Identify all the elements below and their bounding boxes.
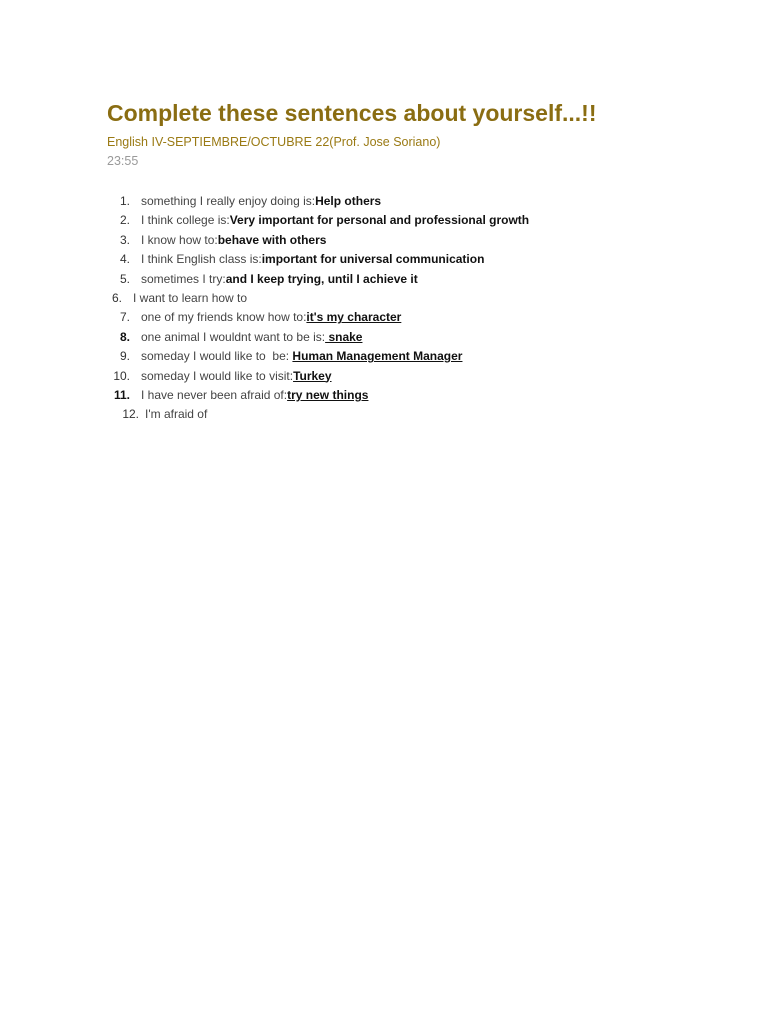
item-number: 12. — [122, 407, 139, 422]
timestamp: 23:55 — [107, 154, 139, 168]
item-number: 9. — [119, 349, 130, 364]
item-answer: Help others — [315, 194, 382, 208]
list-item — [107, 347, 727, 366]
item-answer: try new things — [287, 387, 369, 402]
item-prompt: I want to learn how to — [133, 290, 248, 305]
sentence-list — [107, 192, 727, 425]
item-prompt: something I really enjoy doing is: — [141, 194, 316, 208]
list-item — [107, 250, 727, 269]
page-title: Complete these sentences about yourself...!! — [107, 100, 597, 126]
item-prompt: someday I would like to be: — [141, 349, 293, 364]
document — [107, 98, 727, 441]
item-number: 11. — [113, 387, 130, 402]
item-prompt: I'm afraid of — [145, 407, 208, 422]
list-item — [107, 211, 727, 230]
item-answer: Very important for personal and professional growth — [229, 213, 530, 228]
item-prompt: sometimes I try: — [141, 271, 226, 286]
list-item — [107, 289, 727, 308]
list-item — [107, 405, 727, 424]
item-answer: it's my character — [306, 310, 402, 325]
item-answer: and I keep trying, until I achieve it — [225, 271, 418, 286]
list-item — [107, 231, 727, 250]
course-subtitle: English IV-SEPTIEMBRE/OCTUBRE 22(Prof. Jose Soriano) — [107, 135, 441, 149]
item-number: 4. — [119, 252, 130, 267]
item-prompt: one animal I wouldnt want to be is: — [141, 329, 326, 344]
item-answer: Human Management Manager — [292, 349, 463, 364]
item-prompt: someday I would like to visit: — [141, 368, 294, 383]
item-number: 1. — [119, 194, 130, 208]
list-item — [107, 192, 727, 211]
item-prompt: I know how to: — [141, 232, 218, 247]
item-number: 8. — [119, 329, 130, 344]
item-prompt: one of my friends know how to: — [141, 310, 307, 325]
item-number: 5. — [119, 271, 130, 286]
item-number: 10. — [113, 368, 130, 383]
item-number: 7. — [119, 310, 130, 325]
item-answer: behave with others — [217, 232, 327, 247]
item-number: 2. — [119, 213, 130, 228]
item-prompt: I think college is: — [141, 213, 230, 228]
item-prompt: I have never been afraid of: — [141, 387, 288, 402]
list-item — [107, 367, 727, 386]
list-item — [107, 270, 727, 289]
list-item — [107, 386, 727, 405]
item-number: 3. — [119, 232, 130, 247]
item-answer: snake — [325, 329, 363, 344]
list-item — [107, 328, 727, 347]
item-answer: Turkey — [293, 368, 332, 383]
list-item — [107, 308, 727, 327]
item-answer: important for universal communication — [261, 252, 485, 267]
item-number: 6. — [111, 290, 122, 305]
item-prompt: I think English class is: — [141, 252, 262, 267]
